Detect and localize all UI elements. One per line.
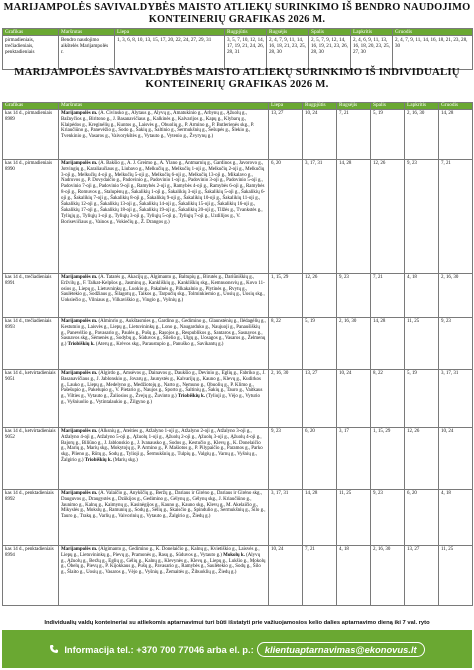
route-cell (59, 318, 269, 370)
schedule-cell: kas 14 d., trečiadieniais 8993 (3, 318, 59, 370)
date-cell: 12, 26 (371, 160, 405, 274)
route-cell (59, 370, 269, 428)
date-cell: 13, 27 (303, 370, 337, 428)
col-header: Rugpjūtis (225, 29, 267, 36)
date-cell: 7, 21 (439, 160, 473, 274)
date-cell: 2, 16, 30 (269, 370, 303, 428)
city-name: Marijampolės m. (61, 318, 98, 324)
col-header: Grafikas (3, 29, 59, 36)
street-list: (Alksnių g., Ateities g., Atžalyno 1-oji g., Atžalyno 2-oji g., Atžalyno 3-oji g., Atžalyno 4-oji g., Atžalyno 5-oji g., Ąžuolų 1-oji g., Ąžuolų 2-oji g., Ąžuolų 3-oji g., Ąžuolų 4-oji g., Bajorų g., Biliūno g., J. Jablonskio g., J. Ivanausko g., Sodos g., Kestučio g., Klevų g., K. Donelaičio g., Marių g., Marių skg., Mokytojų g., P. Armino g., P. Mašiotos g., P. Pilypaičio g., Paramos g., Parko skg., Plieno g., Rūtų g., Sodų g., Tylioji g., Šermukšnių g., Tulpių g., Valgių g., Varnų g., Vyšnių g., Žalgirio g.) (61, 428, 263, 464)
col-header: Grafikas (3, 103, 59, 110)
contact-label: Informacija tel.: +370 700 77046 arba el. p.: (64, 643, 254, 655)
set-out-notice: Individualių valdų konteineriai su atliekomis aptarnavimui turi būti išstatyti prie važiuojamosios kelio dalies aptarnavimo dieną iki 7 val. ryto (44, 620, 430, 626)
schedule-cell: kas 14 d., pirmadieniais 8989 (3, 110, 59, 160)
village-name: Triobiškių k. (67, 342, 95, 348)
col-header: Rugpjūtis (303, 103, 337, 110)
date-cell: 1, 3, 6, 8, 10, 13, 15, 17, 20, 22, 24, 27, 29, 31 (115, 36, 225, 70)
date-cell: 11, 25 (337, 490, 371, 546)
date-cell: 5, 19 (371, 110, 405, 160)
date-cell: 12, 26 (405, 428, 439, 490)
date-cell: 1, 15, 29 (371, 428, 405, 490)
date-cell: 14, 28 (337, 160, 371, 274)
city-name: Marijampolės m. (61, 428, 98, 434)
street-list: (A. Tatarės g., Akacijų g., Algimanto g., Baltupių g., Birutės g., Dariūniškių g., Eržvilų g., F. Talkat-Kelpšos g., Jasminų g., Kankliškių g., Kankliškių skg., Kemnuonsvių g., Kovo 11-osios g., Liepų g., Lietuvninkų g., Luokio g., Pakalnės g., Pilkakalnio g., Plytinės g., Rvytų g., Saulėtekio g., Sodžiaus g., Šilagotų g., Taikos g., Tarpučių skg., Tolminkiemio g., Uosių g., Uosių skg., Uoksiečio g., Vilniaus g., Vilkaviškio g., Vingio g., Vyšnių g.) (61, 274, 265, 304)
table-row (3, 160, 473, 274)
contact-email-link[interactable]: klientuaptarnavimas@ekonovus.lt (257, 642, 425, 657)
date-cell: 9, 23 (439, 318, 473, 370)
date-cell: 11, 25 (405, 318, 439, 370)
date-cell: 10, 24 (337, 370, 371, 428)
date-cell: 14, 28 (439, 110, 473, 160)
date-cell: 3, 17 (337, 428, 371, 490)
schedule-cell: kas 14 d., pirmadieniais 8990 (3, 160, 59, 274)
col-header: Rugsėjis (337, 103, 371, 110)
village-street-list: (Aterų g., Krėvos skg., Paraustupio g., Panuško g., Savikantų g.) (95, 342, 224, 348)
date-cell: 5, 19 (405, 370, 439, 428)
date-cell: 4, 18 (405, 274, 439, 318)
date-cell: 4, 18 (439, 490, 473, 546)
title-common-containers: MARIJAMPOLĖS SAVIVALDYBĖS MAISTO ATLIEKŲ SURINKIMO IŠ BENDRO NAUDOJIMO KONTEINERIŲ GRAFIKAS 2026 M. (3, 2, 471, 25)
contact-footer (2, 630, 472, 668)
date-cell: 9, 23 (269, 428, 303, 490)
date-cell: 5, 19 (303, 318, 337, 370)
street-list: (Alminrio g., Aukštasmies g., Gardino g., Gedimino g., Glaunstėnių g., Ilėdagėlių g., Kestutnio g., Laisvės g., Liepų g., Lietuvininkų g., Lono g., Naugarduko g., Naujuoji g., Panaušiškių g., Panevėžio g., Pavasario g., Paulės g., Pušų g., Rasojos g., Respublikos g., Santaros g., Sasnavos g., Sasnavos skg., Sėmenės g., Sodybų g., Sūduvos g., Šilelio g., Ulgų g., Uosagos g., Vasaros g., Želmenų g.) (61, 318, 266, 348)
schedule-cell: kas 14 d., penktadieniais 8992 (3, 490, 59, 546)
city-name: Marijampolės m. (61, 274, 98, 280)
table-row (3, 546, 473, 606)
table-row (3, 318, 473, 370)
col-header: Liepa (269, 103, 303, 110)
date-cell: 10, 24 (439, 428, 473, 490)
col-header: Gruodis (393, 29, 473, 36)
city-name: Marijampolės m. (61, 370, 98, 376)
street-list: (A. Bakšio g., A. J. Greimo g., A. Ylano g., Antmarnių g., Gardinos g., Javorovo g., Jotvingių g., Karaliaučiaus g., Liubavo g., Melkučių g., Melkučių 1-oji g., Melkučių 2-oji g., Melkučių 3-oji g., Melkučių 4-oji g., Melkučių 5-oji g., Melkučių 6-oji g., Melkučių 13-oji g., Mikalavo g., Nadruvos g., P. Dovydaičio g., Padovinio g., Padovinio 1-oji g., Padovinio 3-oji g., Padovinio 5-oji g., Padovinio 7-oji g., Padovinio 9-oji g., Ramybės 2-oji g., Ramybės 4-oji g., Ramybės 6-oji g., Ramybės 8-oji g., Romuvos g., Stalupėnų g., Šakalikių 1-oji g., Šakalikių 3-oji g., Šakalikių 5-oji g., Šakalikių 6-oji g., Šakalikių 7-oji g., Šakalikių 8-oji g., Šakalikių 9-oji g., Šakalikių 10-oji g., Šakalikių 11-oji g., Šakalikių 12-oji g., Šakalikių 13-oji g., Šakalikių 14-oji g., Šakalikių 15-oji g., Šakalikių 16-oji g., Šakalikių 17-oji g., Šakalikių 18-oji g., Šakalikių 19-oji g., Šakalikių 20-oji g., Tilžės g., Tvankstės g., Tyliųjų g., Tyliųjų 1-oji g., Tyliųjų 3-oji g., Tyliųjų 5-oji g., Tyliųjų 7-oji g., Uzdilijos g., V. Borisevičiaus g., Vainos g., Vokiečių g., Ž. Drangos g.) (61, 160, 266, 226)
route-cell (59, 160, 269, 274)
date-cell: 8, 22 (269, 318, 303, 370)
schedule-cell: kas 14 d., trečiadieniais 8991 (3, 274, 59, 318)
schedule-cell: kas 14 d., ketvirtadieniais 9052 (3, 428, 59, 490)
date-cell: 3, 17, 31 (303, 160, 337, 274)
date-cell: 2, 16, 30 (337, 318, 371, 370)
table-row (3, 428, 473, 490)
table-row (3, 370, 473, 428)
route-cell (59, 428, 269, 490)
date-cell: 9, 23 (405, 160, 439, 274)
date-cell: 14, 28 (303, 490, 337, 546)
date-cell: 11, 25 (439, 546, 473, 606)
date-cell: 3, 17, 31 (269, 490, 303, 546)
street-list: (A. Valaičio g., Anykščių g., Beržų g., Dariaus ir Girėno g., Dariaus ir Girėno skg., Dauguvos g., Draugystės g., Dzūkijos g., Gedimino g., Gėlynų g., Gėlynų skg., J. Kriaučiūno g., Jaunimo g., Kalnų g., Kaimynų g., Kasinėgijos g., Kauno g., Kauno skg., Klevų g., M. Akelaičio g., Mikyslės g., Mokslų g., Ramunių g., Sodų g., Sėlių g., Skaisčio g., Spindulio g., Šermukšnių g., Šilo g., Tauro g., Trakų g., Varlių g., Vaivorinių g., Vytauto g., Žalgirio g., Žiedų g.) (61, 490, 266, 520)
village-street-list: (Alyvų g., Ąžuolų g., Beržų g., Eglių g., Gėlių g., Kalnų g., Klevynės g., Klevų g., Liepų g., Lukšio g., Mokolų g., Obelų g., Pievų g., P. Kijokkaus g., Pušų g., Pavasario g., Ramybės g., Saulėtekio g., Sodų g., Šilo g., Šlaito g., Uosių g., Vasaros g., Vėjo g., Vyšnių g., Žemaitės g., Žibuoklių g., Žiedų g.) (61, 552, 266, 576)
phone-icon (49, 644, 59, 654)
date-cell: 2, 16, 30 (439, 274, 473, 318)
city-name: Marijampolės m. (61, 490, 98, 496)
route-cell: Bendro naudojimo aikštelės Marijampolės r. (59, 36, 115, 70)
date-cell: 13, 27 (269, 110, 303, 160)
village-name: Triobiškių k. (84, 458, 112, 464)
col-header: Lapkritis (351, 29, 393, 36)
date-cell: 8, 22 (371, 370, 405, 428)
village-name: Triobiškių k. (177, 394, 205, 400)
date-cell: 7, 21 (337, 110, 371, 160)
route-cell (59, 274, 269, 318)
col-header: Maršrutas (59, 29, 115, 36)
date-cell: 9, 23 (371, 490, 405, 546)
date-cell: 14, 28 (371, 318, 405, 370)
date-cell: 1, 15, 29 (269, 274, 303, 318)
schedule-cell: pirmadieniais, trečiadieniais, penktadieniais (3, 36, 59, 70)
street-list: (A. Civinsko g., Alytaus g., Alyvų g., Amatukinio g., Arbynų g., Ąžuolų g., Bažnyčios g., Biritono g., J. Basanavičiaus g., Kalkinės g., Kalvarijos g., Kapų g., Klybarų g., Klaipėdos g., Kreginėlių g., Kuntos g., Laisvės g., Obuolių g., P. Armino g., P. Butlerienės skg., P. Kriaučiūno g., Panevėžio g., Sodo g., Šakių g., Šaltinio g., Šermukšnių g., Šešupės g., Šlekio g., Tvenkinio g., Vasaros g., Vaivorykštės g., Vytauto g., Vytenio g., Žvyrynų g.) (61, 110, 255, 140)
date-cell: 13, 27 (405, 546, 439, 606)
route-cell (59, 110, 269, 160)
date-cell: 7, 21 (371, 274, 405, 318)
city-name: Marijampolės m. (61, 160, 98, 166)
date-cell: 3, 5, 7, 10, 12, 14, 17, 19, 21, 24, 26, 28, 31 (225, 36, 267, 70)
schedule-cell: kas 14 d., penktadieniais 8994 (3, 546, 59, 606)
village-name: Mokolų k. (223, 552, 245, 558)
col-header: Spalis (309, 29, 351, 36)
city-name: Marijampolės m. (61, 546, 98, 552)
col-header: Spalis (371, 103, 405, 110)
city-name: Marijampolės m. (61, 110, 98, 116)
col-header: Rugsėjis (267, 29, 309, 36)
street-list: (Algimanto g., Gedimino g., K. Donelaičio g., Kalnų g., Kvietiškio g., Laisvės g., Liepų g., Lietuvininkų g., Pievų g., Pramonės g., Rasų g., Sūduvos g., Vytauto g.) (61, 546, 260, 558)
date-cell: 7, 21 (303, 546, 337, 606)
date-cell: 2, 16, 30 (371, 546, 405, 606)
col-header: Liepa (115, 29, 225, 36)
table-row (3, 274, 473, 318)
date-cell: 10, 24 (269, 546, 303, 606)
col-header: Maršrutas (59, 103, 269, 110)
date-cell: 6, 20 (269, 160, 303, 274)
date-cell: 10, 24 (303, 110, 337, 160)
village-street-list: (Tylioji g., Vėjo g., Vyturio g., Vyšniuolio g., Vytintalaukio g., Žilgyno g.) (61, 394, 261, 406)
date-cell: 2, 4, 7, 9, 11, 14, 16, 18, 21, 23, 25, 28, 30 (267, 36, 309, 70)
route-cell (59, 546, 269, 606)
date-cell: 2, 4, 7, 9, 11, 14, 16, 18, 21, 23, 28, 30 (393, 36, 473, 70)
title-individual-containers: MARIJAMPOLĖS SAVIVALDYBĖS MAISTO ATLIEKŲ SURINKIMO IŠ INDIVIDUALIŲ KONTEINERIŲ GRAFIKAS 2026 M. (14, 66, 460, 91)
col-header: Gruodis (439, 103, 473, 110)
table-row (3, 490, 473, 546)
village-street-list: (Marių skg.) (113, 458, 138, 464)
table-row (3, 110, 473, 160)
date-cell: 2, 5, 7, 9, 12, 14, 16, 19, 21, 23, 26, 28, 30 (309, 36, 351, 70)
route-cell (59, 490, 269, 546)
date-cell: 4, 18 (337, 546, 371, 606)
date-cell: 2, 16, 30 (405, 110, 439, 160)
date-cell: 9, 23 (337, 274, 371, 318)
date-cell: 6, 20 (303, 428, 337, 490)
street-list: (Algirdo g., Amsėvos g., Dainavos g., Daukšio g., Devinio g., Eglių g., Fabriko g., J. Basanavičiaus g., J. Jablonskio g., Jovarų g., Jaunystės g., Kalvarijų g., Kauno g., Klevų g., Kudirkos g., Lauko g., Liepų g., Medelyno g., Medžiotojų g., Narto g., Nemuno g., Obuolių g., P. Klimo g., Pašešupio g., Pakelupio g., V. Pietario g., Naujos g., Sporto g., Šaltinių g., Šakių g., Tauro g., Vaitkaus g., Vilties g., Vytauto g., Žaliosios g., Žvejų g., Žuvinto g.) (61, 370, 266, 400)
date-cell: 3, 17, 31 (439, 370, 473, 428)
schedule-cell: kas 14 d., ketvirtadieniais 9051 (3, 370, 59, 428)
individual-containers-table (2, 102, 473, 606)
date-cell: 12, 26 (303, 274, 337, 318)
date-cell: 6, 20 (405, 490, 439, 546)
date-cell: 2, 4, 6, 9, 11, 13, 16, 18, 20, 23, 25, 27, 30 (351, 36, 393, 70)
col-header: Lapkritis (405, 103, 439, 110)
